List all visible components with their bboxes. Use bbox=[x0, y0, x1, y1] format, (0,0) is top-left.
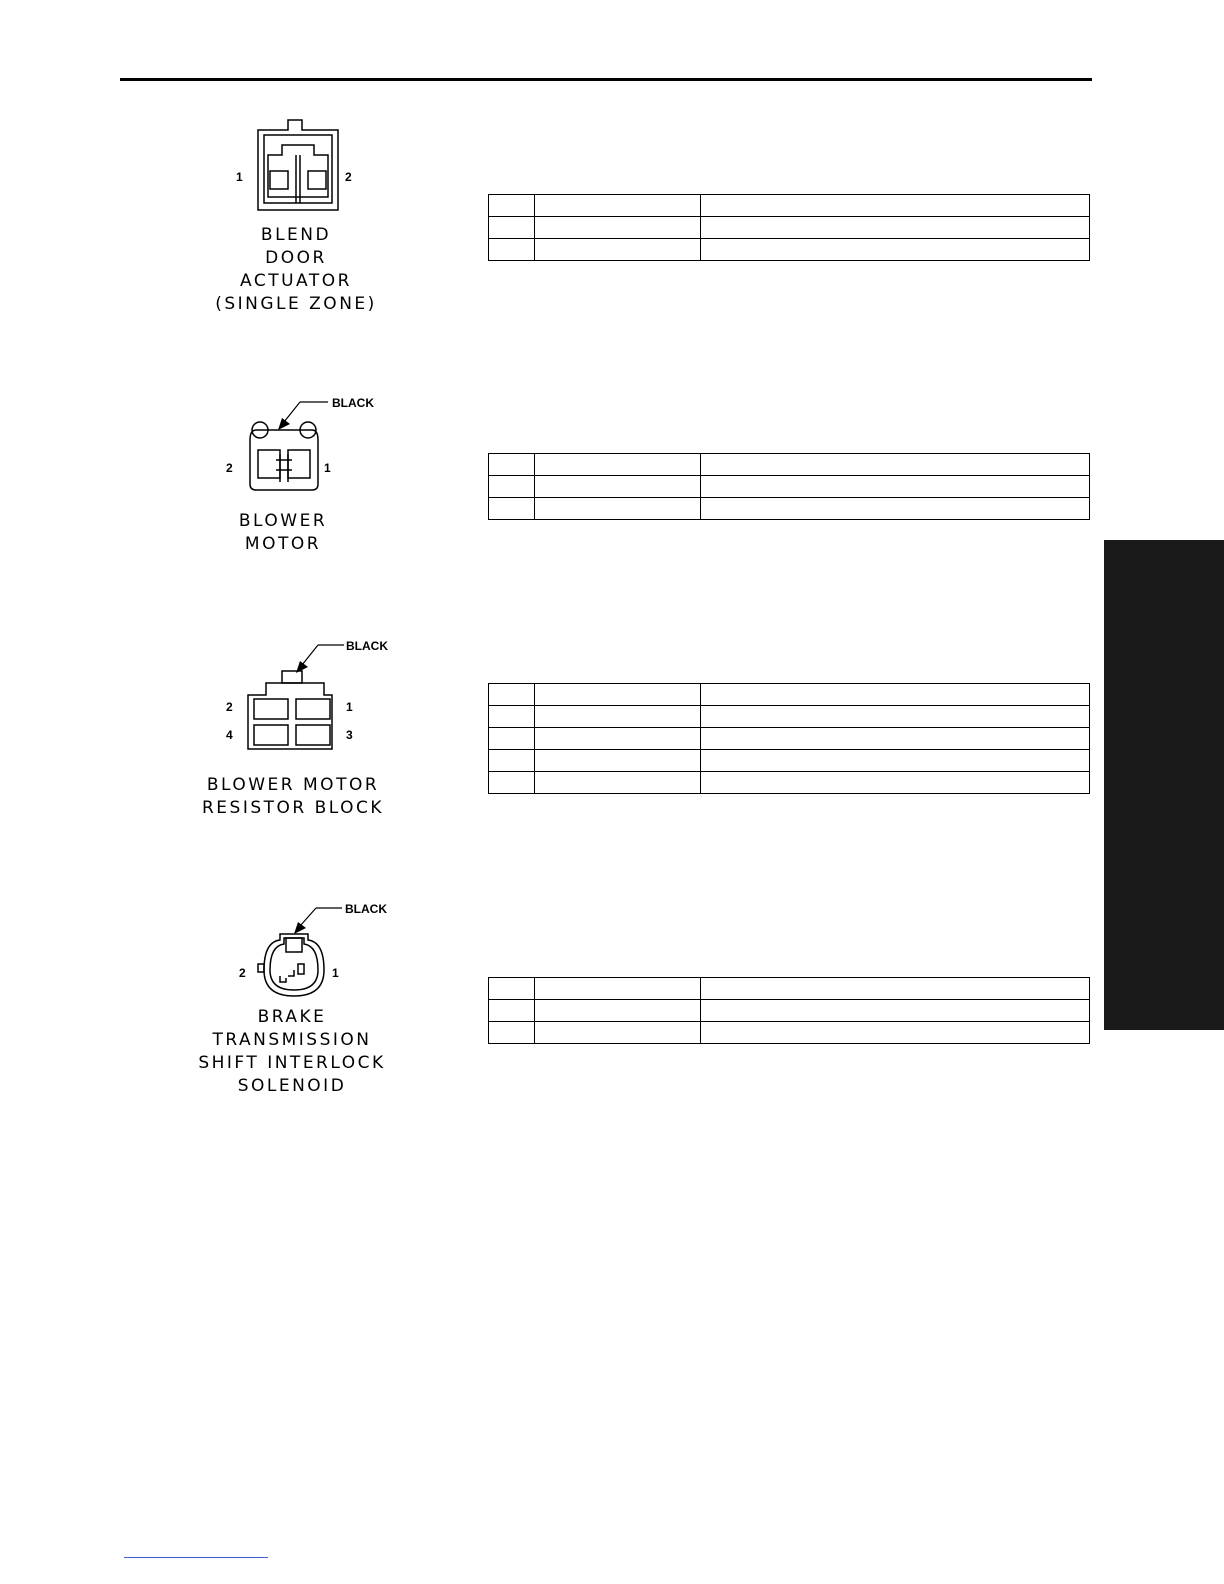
pin-4-label: 4 bbox=[226, 728, 233, 742]
pin-2-label: 2 bbox=[226, 461, 233, 475]
title-line: BLOWER bbox=[238, 511, 328, 531]
blend-door-connector-diagram bbox=[230, 115, 360, 215]
table-row bbox=[489, 239, 1090, 261]
header-rule bbox=[120, 78, 1092, 81]
table-row bbox=[489, 684, 1090, 706]
title-line: BLEND bbox=[260, 225, 332, 245]
blower-motor-connector-diagram bbox=[220, 390, 380, 500]
title-line: ACTUATOR bbox=[240, 271, 352, 291]
table-row bbox=[489, 728, 1090, 750]
blend-door-title bbox=[196, 224, 396, 316]
table-row bbox=[489, 750, 1090, 772]
pin-1-label: 1 bbox=[236, 170, 243, 184]
bts-interlock-connector-icon bbox=[230, 898, 390, 1003]
title-line: RESISTOR BLOCK bbox=[201, 798, 385, 818]
table-row bbox=[489, 217, 1090, 239]
pin-2-label: 2 bbox=[345, 170, 352, 184]
title-line: SOLENOID bbox=[237, 1076, 347, 1096]
table-row bbox=[489, 476, 1090, 498]
resistor-block-connector-icon bbox=[220, 635, 390, 755]
table-row bbox=[489, 195, 1090, 217]
resistor-block-connector-diagram bbox=[220, 635, 390, 755]
pin-1-label: 1 bbox=[324, 461, 331, 475]
title-line: TRANSMISSION bbox=[212, 1030, 372, 1050]
resistor-block-pin-table bbox=[488, 683, 1090, 794]
callout-label: BLACK bbox=[346, 639, 388, 653]
title-line: MOTOR bbox=[244, 534, 322, 554]
pin-3-label: 3 bbox=[346, 728, 353, 742]
pin-2-label: 2 bbox=[226, 700, 233, 714]
blend-door-pin-table bbox=[488, 194, 1090, 261]
table-row bbox=[489, 1022, 1090, 1044]
resistor-block-title bbox=[183, 774, 403, 820]
title-line: BRAKE bbox=[257, 1007, 327, 1027]
blower-motor-connector-icon bbox=[220, 390, 380, 500]
table-row bbox=[489, 498, 1090, 520]
title-line: DOOR bbox=[265, 248, 327, 268]
title-line: BLOWER MOTOR bbox=[206, 775, 380, 795]
bts-interlock-pin-table bbox=[488, 977, 1090, 1044]
blend-door-connector-icon bbox=[230, 115, 360, 215]
title-line: SHIFT INTERLOCK bbox=[198, 1053, 386, 1073]
section-thumb-tab bbox=[1104, 540, 1224, 1030]
table-row bbox=[489, 706, 1090, 728]
bts-interlock-title bbox=[182, 1006, 402, 1098]
callout-label: BLACK bbox=[345, 902, 387, 916]
pin-1-label: 1 bbox=[346, 700, 353, 714]
bts-interlock-connector-diagram bbox=[230, 898, 390, 1003]
title-line: (SINGLE ZONE) bbox=[215, 294, 377, 314]
callout-label: BLACK bbox=[332, 396, 374, 410]
pin-2-label: 2 bbox=[239, 966, 246, 980]
table-row bbox=[489, 772, 1090, 794]
footer-link-underline[interactable] bbox=[124, 1557, 268, 1558]
table-row bbox=[489, 978, 1090, 1000]
blower-motor-title bbox=[183, 510, 383, 556]
table-row bbox=[489, 454, 1090, 476]
table-row bbox=[489, 1000, 1090, 1022]
pin-1-label: 1 bbox=[332, 966, 339, 980]
blower-motor-pin-table bbox=[488, 453, 1090, 520]
